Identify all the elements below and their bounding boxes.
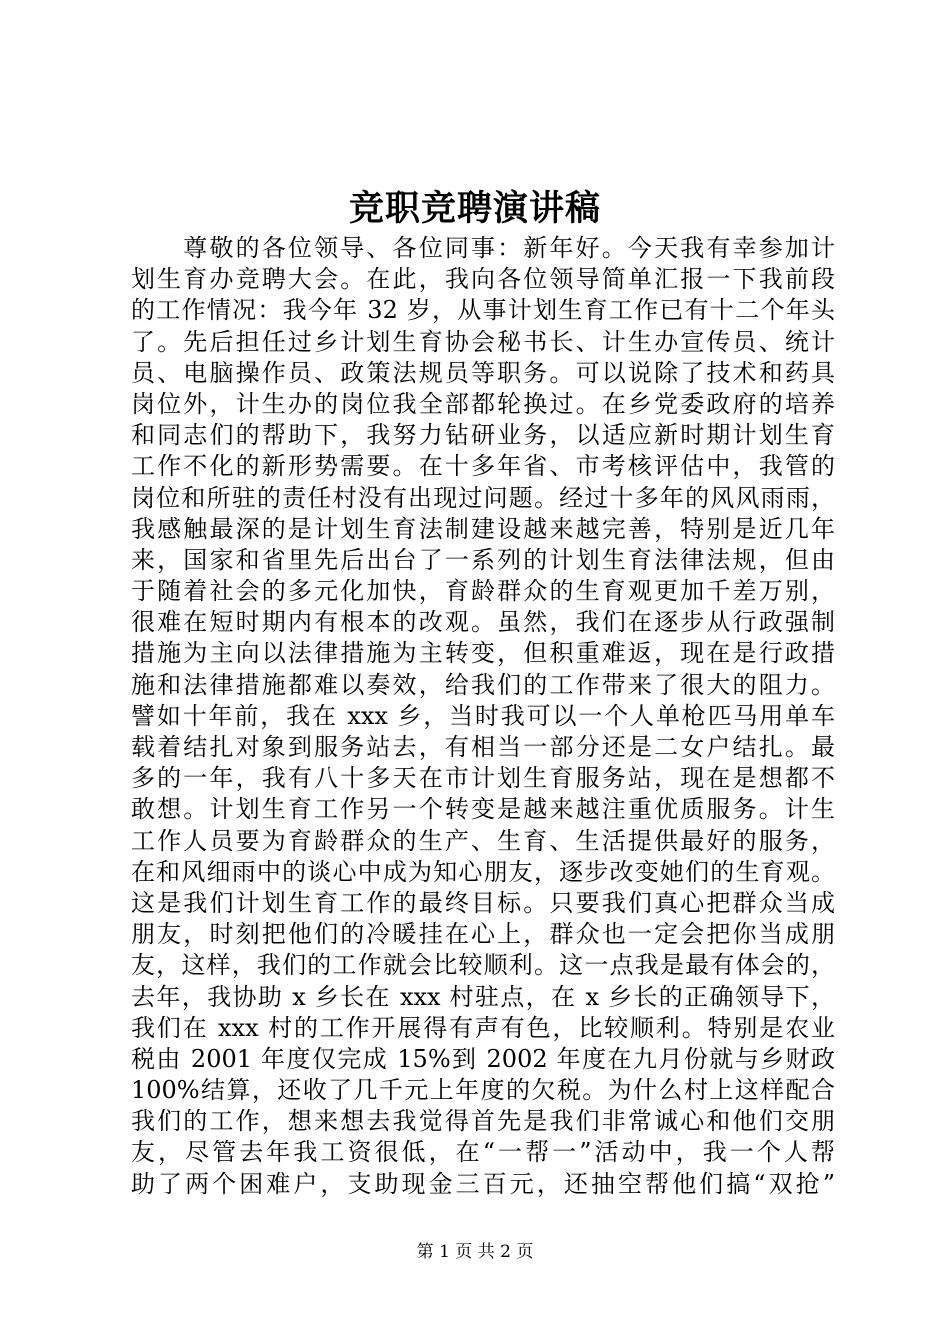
body-line: 很难在短时期内有根本的改观。虽然，我们在逐步从行政强制 <box>131 608 835 637</box>
body-line: 的工作情况：我今年 32 岁，从事计划生育工作已有十二个年头 <box>131 296 835 325</box>
document-title: 竞职竞聘演讲稿 <box>348 188 601 229</box>
body-line: 我们在 xxx 村的工作开展得有声有色，比较顺利。特别是农业 <box>131 1013 835 1042</box>
body-line: 于随着社会的多元化加快，育龄群众的生育观更加千差万别， <box>131 577 835 606</box>
body-line: 了。先后担任过乡计划生育协会秘书长、计生办宣传员、统计 <box>131 327 835 356</box>
body-line: 助了两个困难户，支助现金三百元，还抽空帮他们搞“双抢” <box>131 1169 835 1198</box>
body-line: 工作不化的新形势需要。在十多年省、市考核评估中，我管的 <box>131 452 835 481</box>
body-line: 譬如十年前，我在 xxx 乡，当时我可以一个人单枪匹马用单车 <box>131 701 835 730</box>
body-line: 和同志们的帮助下，我努力钻研业务，以适应新时期计划生育 <box>131 421 835 450</box>
body-line: 去年，我协助 x 乡长在 xxx 村驻点，在 x 乡长的正确领导下， <box>131 982 835 1011</box>
body-line: 友，这样，我们的工作就会比较顺利。这一点我是最有体会的， <box>131 951 835 980</box>
body-line: 工作人员要为育龄群众的生产、生育、生活提供最好的服务， <box>131 826 835 855</box>
body-line: 我们的工作，想来想去我觉得首先是我们非常诚心和他们交朋 <box>131 1107 835 1136</box>
body-line: 来，国家和省里先后出台了一系列的计划生育法律法规，但由 <box>131 545 835 574</box>
body-line: 100%结算，还收了几千元上年度的欠税。为什么村上这样配合 <box>131 1076 835 1105</box>
body-line: 施和法律措施都难以奏效，给我们的工作带来了很大的阻力。 <box>131 670 835 699</box>
body-line: 岗位和所驻的责任村没有出现过问题。经过十多年的风风雨雨， <box>131 483 835 512</box>
body-line: 在和风细雨中的谈心中成为知心朋友，逐步改变她们的生育观。 <box>131 857 835 886</box>
body-line: 多的一年，我有八十多天在市计划生育服务站，现在是想都不 <box>131 764 835 793</box>
body-line: 我感触最深的是计划生育法制建设越来越完善，特别是近几年 <box>131 514 835 543</box>
body-line: 朋友，时刻把他们的冷暖挂在心上，群众也一定会把你当成朋 <box>131 920 835 949</box>
body-line: 这是我们计划生育工作的最终目标。只要我们真心把群众当成 <box>131 888 835 917</box>
body-line: 岗位外，计生办的岗位我全部都轮换过。在乡党委政府的培养 <box>131 389 835 418</box>
body-line: 员、电脑操作员、政策法规员等职务。可以说除了技术和药具 <box>131 358 835 387</box>
body-line: 划生育办竞聘大会。在此，我向各位领导简单汇报一下我前段 <box>131 265 835 294</box>
body-line: 税由 2001 年度仅完成 15%到 2002 年度在九月份就与乡财政 <box>131 1044 835 1073</box>
body-line: 措施为主向以法律措施为主转变，但积重难返，现在是行政措 <box>131 639 835 668</box>
body-line: 敢想。计划生育工作另一个转变是越来越注重优质服务。计生 <box>131 795 835 824</box>
body-line: 友，尽管去年我工资很低，在“一帮一”活动中，我一个人帮 <box>131 1138 835 1167</box>
body-line: 载着结扎对象到服务站去，有相当一部分还是二女户结扎。最 <box>131 733 835 761</box>
body-line: 尊敬的各位领导、各位同事：新年好。今天我有幸参加计 <box>131 234 835 262</box>
page-footer: 第 1 页 共 2 页 <box>416 1242 534 1262</box>
document-body <box>131 233 835 1200</box>
